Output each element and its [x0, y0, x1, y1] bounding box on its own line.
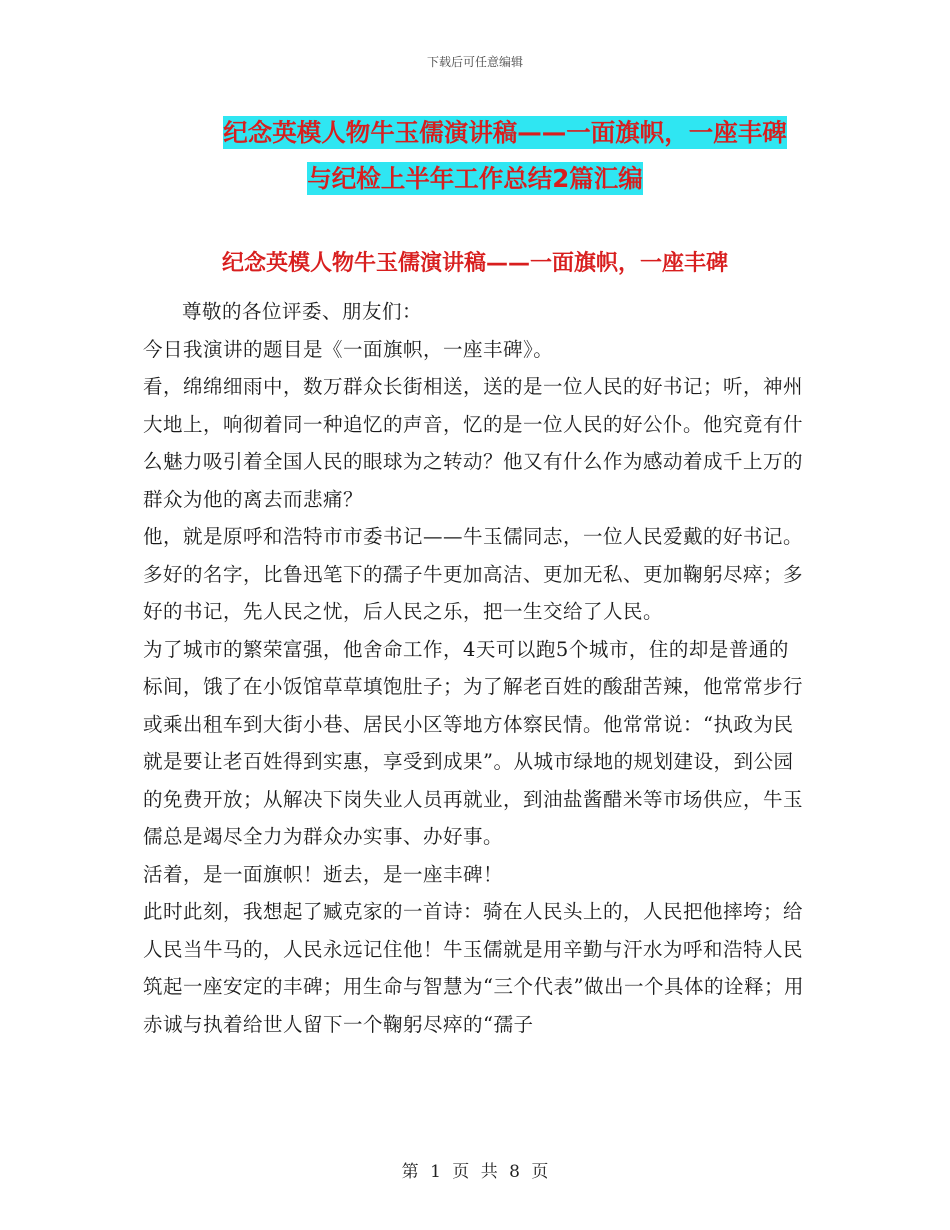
paragraph: 今日我演讲的题目是《一面旗帜，一座丰碑》。	[143, 337, 554, 361]
section-title: 纪念英模人物牛玉儒演讲稿——一面旗帜，一座丰碑	[221, 251, 728, 276]
page-number-footer: 第 1 页 共 8 页	[401, 1162, 549, 1182]
main-title-line-2: 与纪检上半年工作总结2篇汇编	[307, 164, 643, 193]
paragraph-salutation: 尊敬的各位评委、朋友们：	[182, 300, 423, 323]
document-body	[143, 293, 808, 1043]
paragraph: 此时此刻，我想起了臧克家的一首诗：骑在人民头上的，人民把他摔垮；给人民当牛马的，人民永远记住他！牛玉儒就是用辛勤与汗水为呼和浩特人民筑起一座安定的丰碑；用生命与智慧为“三个代表”做出一个具体的诠释；用赤诚与执着给世人留下一个鞠躬尽瘁的“孺子	[143, 900, 804, 1036]
paragraph: 他，就是原呼和浩特市市委书记——牛玉儒同志，一位人民爱戴的好书记。多好的名字，比鲁迅笔下的孺子牛更加高洁、更加无私、更加鞠躬尽瘁；多好的书记，先人民之忧，后人民之乐，把一生交给了人民。	[143, 525, 804, 623]
header-note: 下载后可任意编辑	[426, 55, 523, 69]
paragraph: 活着，是一面旗帜！逝去，是一座丰碑！	[143, 862, 504, 886]
main-title	[0, 110, 950, 202]
paragraph: 为了城市的繁荣富强，他舍命工作，4天可以跑5个城市，住的却是普通的标间，饿了在小饭馆草草填饱肚子；为了解老百姓的酸甜苦辣，他常常步行或乘出租车到大街小巷、居民小区等地方体察民情。他常常说：“执政为民就是要让老百姓得到实惠，享受到成果”。从城市绿地的规划建设，到公园的免费开放；从解决下岗失业人员再就业，到油盐酱醋米等市场供应，牛玉儒总是竭尽全力为群众办实事、办好事。	[143, 637, 804, 848]
paragraph: 看，绵绵细雨中，数万群众长街相送，送的是一位人民的好书记；听，神州大地上，响彻着同一种追忆的声音，忆的是一位人民的好公仆。他究竟有什么魅力吸引着全国人民的眼球为之转动？他又有什么作为感动着成千上万的群众为他的离去而悲痛？	[143, 375, 804, 511]
main-title-line-1: 纪念英模人物牛玉儒演讲稿——一面旗帜，一座丰碑	[223, 118, 787, 147]
